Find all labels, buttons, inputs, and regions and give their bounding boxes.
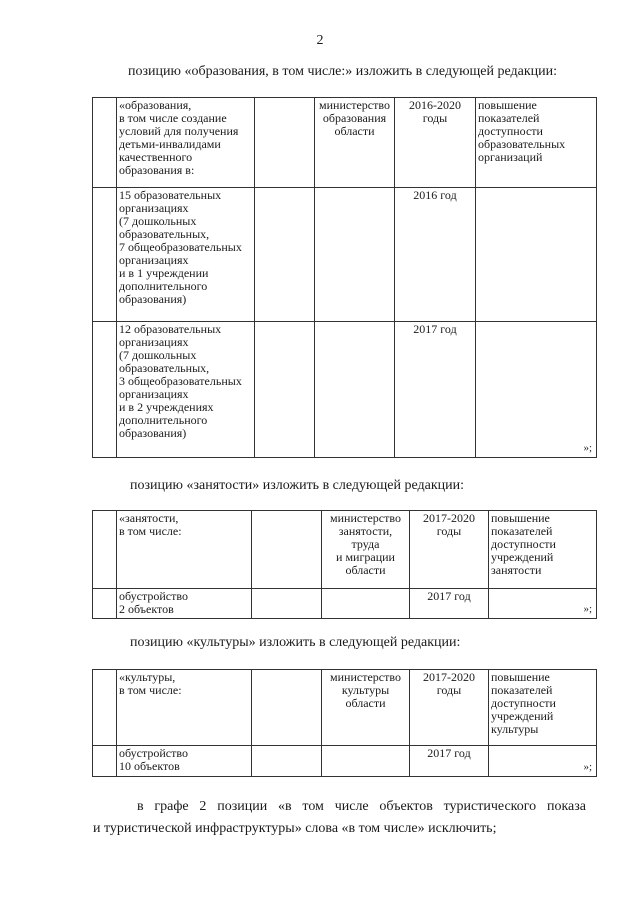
empty-cell (315, 322, 395, 458)
empty-cell (315, 188, 395, 322)
position-name-cell: 12 образовательных организациях (7 дошкольных образовательных, 3 общеобразовательных организациях и в 2 учреждениях дополнительного образования) (117, 322, 255, 458)
closing-quote: »; (583, 603, 592, 615)
table-header-row (93, 98, 597, 188)
empty-cell (252, 670, 322, 746)
table-row (93, 188, 597, 322)
result-cell: повышение показателей доступности учреждений занятости (489, 511, 597, 589)
ministry-cell: министерство культуры области (322, 670, 410, 746)
year-cell: 2017 год (410, 746, 489, 777)
final-paragraph-line-2: и туристической инфраструктуры» слова «в том числе» исключить; (93, 821, 497, 836)
year-cell: 2017 год (395, 322, 476, 458)
empty-cell (93, 670, 117, 746)
empty-cell (93, 746, 117, 777)
ministry-cell: министерство образования области (315, 98, 395, 188)
result-cell (489, 589, 597, 619)
position-name-cell: «образования, в том числе создание условий для получения детьми-инвалидами качественного образования в: (117, 98, 255, 188)
table-row (93, 746, 597, 777)
empty-cell (93, 589, 117, 619)
employment-table (92, 510, 597, 619)
empty-cell (93, 98, 117, 188)
position-name-cell: 15 образовательных организациях (7 дошкольных образовательных, 7 общеобразовательных организациях и в 1 учреждении дополнительного образования) (117, 188, 255, 322)
empty-cell (322, 589, 410, 619)
table-row (93, 322, 597, 458)
empty-cell (255, 188, 315, 322)
empty-cell (255, 98, 315, 188)
section-intro-culture: позицию «культуры» изложить в следующей редакции: (130, 635, 461, 650)
education-table (92, 97, 597, 458)
empty-cell (93, 511, 117, 589)
position-name-cell: «культуры, в том числе: (117, 670, 252, 746)
page-number: 2 (316, 33, 324, 48)
table-row (93, 589, 597, 619)
empty-cell (252, 589, 322, 619)
closing-quote: »; (583, 442, 592, 454)
final-paragraph (93, 796, 586, 840)
empty-cell (255, 322, 315, 458)
year-cell: 2016 год (395, 188, 476, 322)
empty-cell (252, 511, 322, 589)
ministry-cell: министерство занятости, труда и миграции области (322, 511, 410, 589)
table-header-row (93, 670, 597, 746)
closing-quote: »; (583, 761, 592, 773)
section-intro-employment: позицию «занятости» изложить в следующей редакции: (130, 478, 465, 493)
result-cell: повышение показателей доступности учреждений культуры (489, 670, 597, 746)
period-cell: 2017-2020 годы (410, 511, 489, 589)
empty-cell (322, 746, 410, 777)
position-name-cell: обустройство 2 объектов (117, 589, 252, 619)
empty-cell (252, 746, 322, 777)
year-cell: 2017 год (410, 589, 489, 619)
result-cell: повышение показателей доступности образовательных организаций (476, 98, 597, 188)
final-paragraph-line-1: в графе 2 позиции «в том числе объектов туристического показа (137, 799, 586, 814)
result-cell (476, 322, 597, 458)
empty-cell (476, 188, 597, 322)
empty-cell (93, 188, 117, 322)
table-header-row (93, 511, 597, 589)
period-cell: 2017-2020 годы (410, 670, 489, 746)
period-cell: 2016-2020 годы (395, 98, 476, 188)
section-intro-education: позицию «образования, в том числе:» изложить в следующей редакции: (128, 64, 558, 79)
result-cell (489, 746, 597, 777)
culture-table (92, 669, 597, 777)
position-name-cell: обустройство 10 объектов (117, 746, 252, 777)
empty-cell (93, 322, 117, 458)
position-name-cell: «занятости, в том числе: (117, 511, 252, 589)
